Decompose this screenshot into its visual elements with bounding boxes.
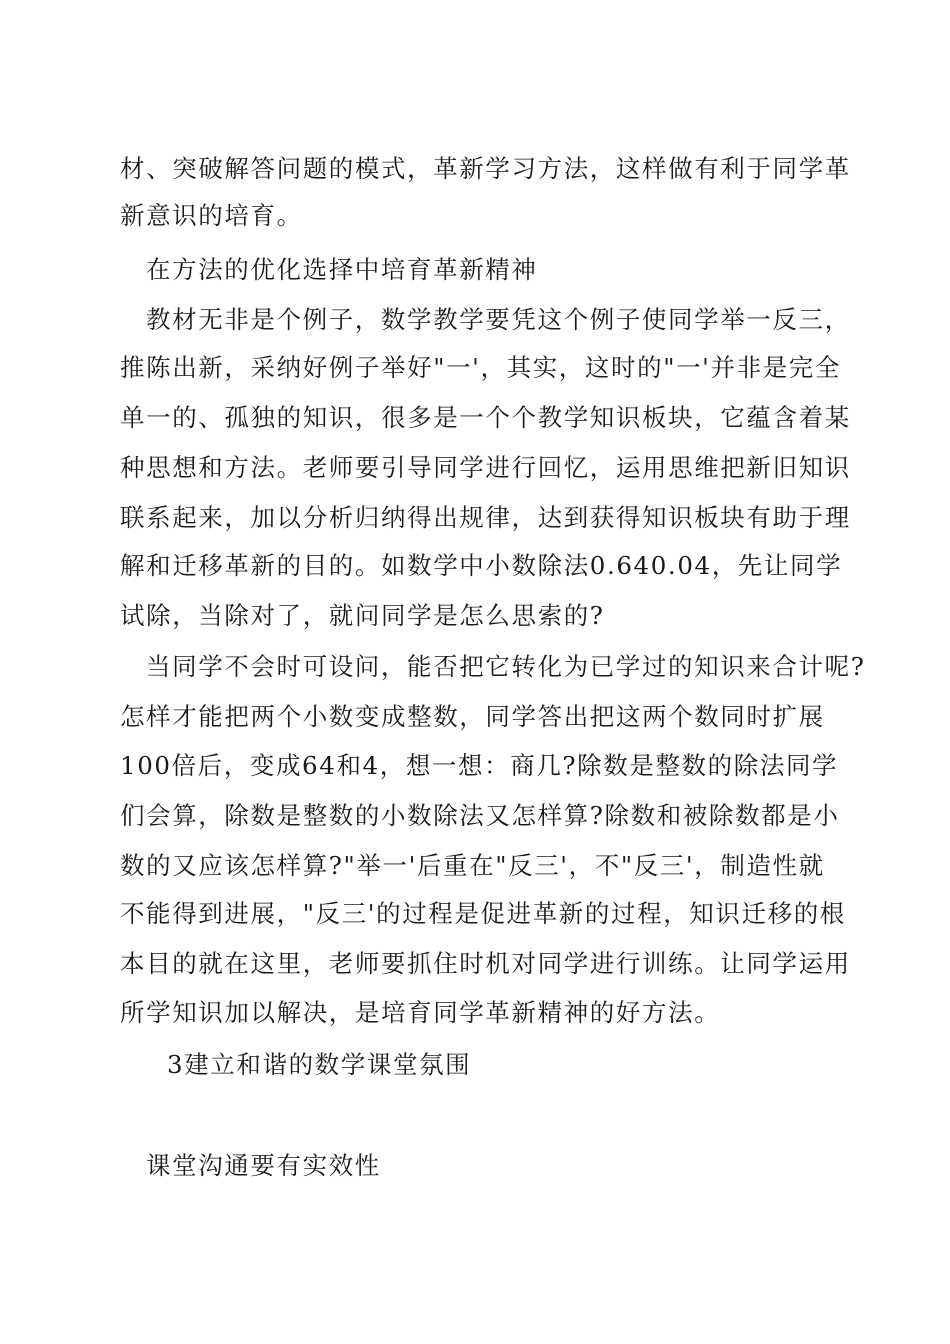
text-line: 教材无非是个例子，数学教学要凭这个例子使同学举一反三，	[146, 305, 851, 334]
text-line: 们会算，除数是整数的小数除法又怎样算?除数和被除数都是小	[120, 801, 840, 830]
text-line: 试除，当除对了，就问同学是怎么思索的?	[120, 601, 605, 630]
text-line: 推陈出新，采纳好例子举好"一'，其实，这时的"一'并非是完全	[120, 353, 842, 382]
text-line: 新意识的培育。	[120, 201, 303, 230]
text-line: 解和迁移革新的目的。如数学中小数除法0.640.04，先让同学	[120, 551, 843, 580]
text-line: 种思想和方法。老师要引导同学进行回忆，运用思维把新旧知识	[120, 453, 851, 482]
text-line: 联系起来，加以分析归纳得出规律，达到获得知识板块有助于理	[120, 503, 851, 532]
text-line: 数的又应该怎样算?"举一'后重在"反三'，不"反三'，制造性就	[120, 851, 825, 880]
text-line: 不能得到进展，"反三'的过程是促进革新的过程，知识迁移的根	[120, 899, 846, 928]
section-heading: 在方法的优化选择中培育革新精神	[146, 255, 538, 284]
section-heading: 3建立和谐的数学课堂氛围	[167, 1050, 472, 1079]
section-heading: 课堂沟通要有实效性	[146, 1151, 381, 1180]
text-line: 单一的、孤独的知识，很多是一个个教学知识板块，它蕴含着某	[120, 403, 851, 432]
text-line: 怎样才能把两个小数变成整数，同学答出把这两个数同时扩展	[120, 702, 825, 731]
text-line: 材、突破解答问题的模式，革新学习方法，这样做有利于同学革	[120, 154, 851, 183]
text-line: 100倍后，变成64和4，想一想：商几?除数是整数的除法同学	[120, 751, 839, 780]
text-line: 当同学不会时可设问，能否把它转化为已学过的知识来合计呢?	[146, 652, 866, 681]
text-line: 本目的就在这里，老师要抓住时机对同学进行训练。让同学运用	[120, 949, 851, 978]
text-line: 所学知识加以解决，是培育同学革新精神的好方法。	[120, 998, 721, 1027]
